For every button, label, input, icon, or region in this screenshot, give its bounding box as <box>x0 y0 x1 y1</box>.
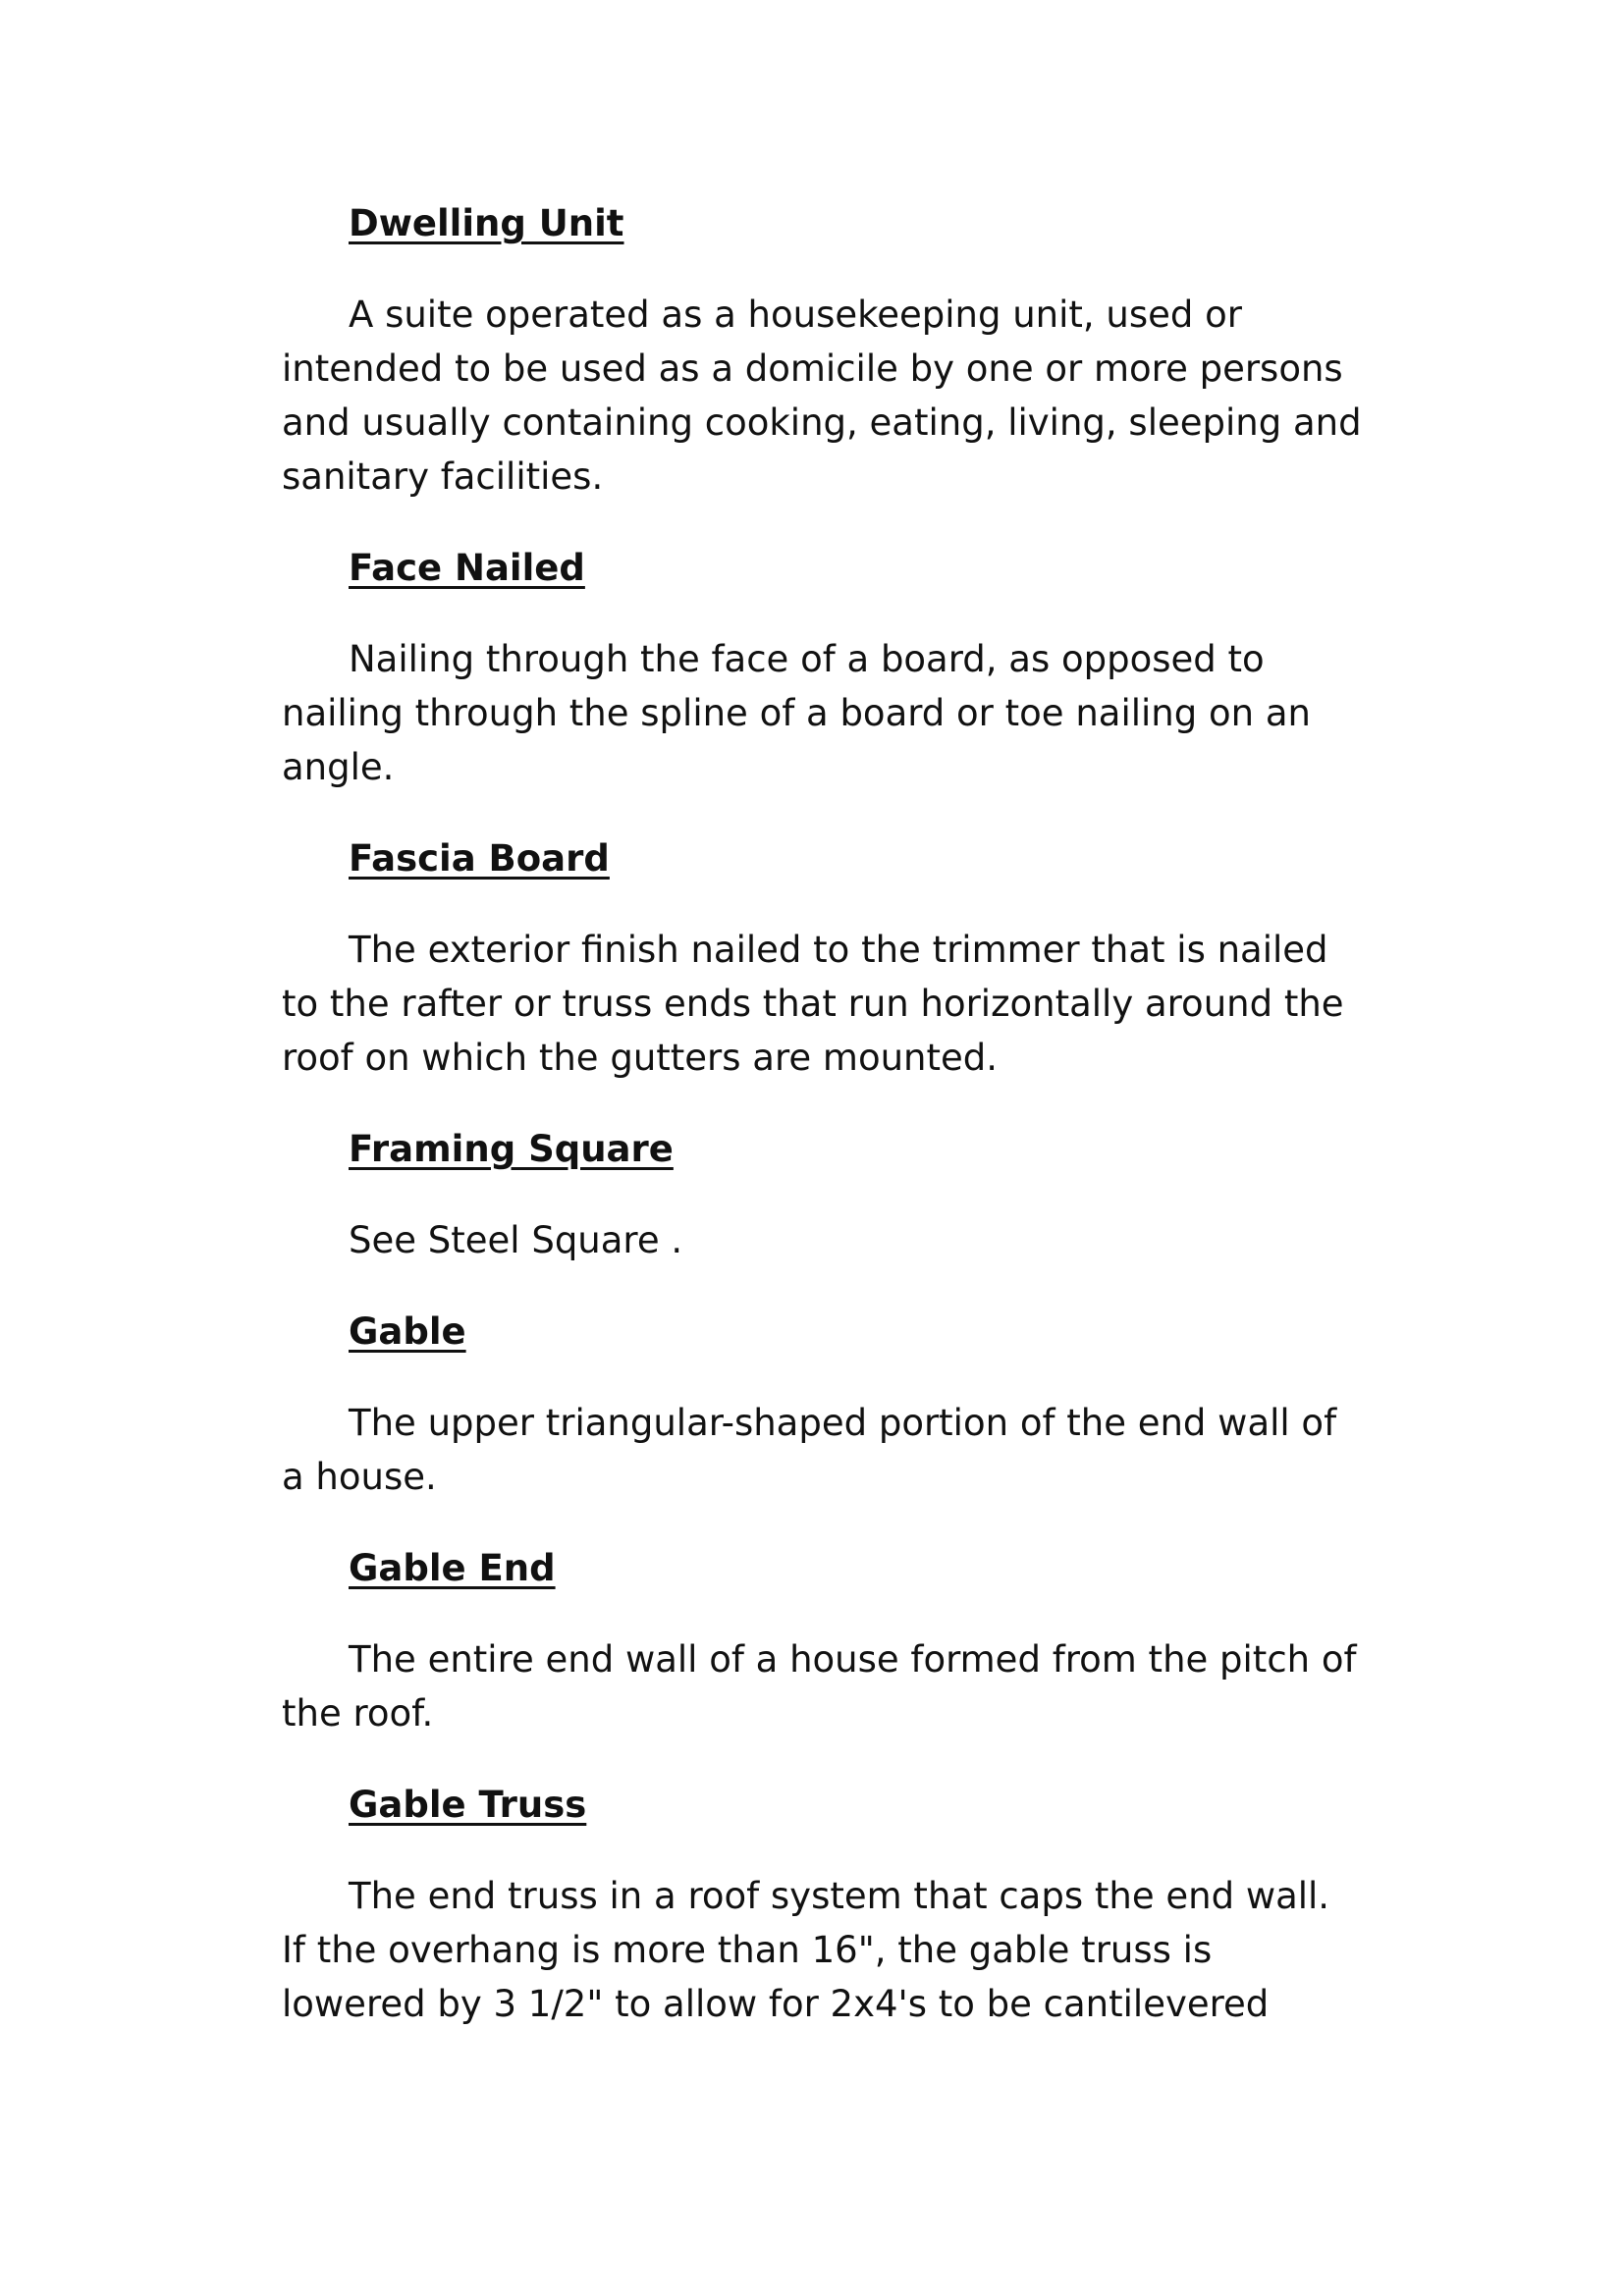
term-definition: The upper triangular-shaped portion of the end wall of a house. <box>282 1402 1337 1498</box>
glossary-content <box>282 196 1362 2068</box>
term-heading: Framing Square <box>349 1128 674 1170</box>
term-heading: Gable End <box>349 1547 556 1589</box>
term-definition: A suite operated as a housekeeping unit, used or intended to be used as a domicile by one or more persons and usually containing cooking, eating, living, sleeping and sanitary facilities. <box>282 294 1362 498</box>
term-definition: See Steel Square . <box>349 1219 683 1261</box>
term-definition: The exterior finish nailed to the trimmer that is nailed to the rafter or truss ends that run horizontally around the roof on which the gutters are mounted. <box>282 929 1344 1079</box>
term-definition: Nailing through the face of a board, as opposed to nailing through the spline of a board or toe nailing on an angle. <box>282 638 1311 788</box>
term-heading: Gable <box>349 1310 466 1353</box>
term-heading: Face Nailed <box>349 547 585 589</box>
term-heading: Fascia Board <box>349 837 610 880</box>
term-heading: Gable Truss <box>349 1784 587 1826</box>
term-definition: The entire end wall of a house formed from the pitch of the roof. <box>282 1638 1357 1735</box>
term-definition: The end truss in a roof system that caps the end wall. If the overhang is more than 16", the gable truss is lowered by 3 1/2" to allow for 2x4's to be cantilevered <box>282 1875 1330 2025</box>
term-heading: Dwelling Unit <box>349 202 624 244</box>
